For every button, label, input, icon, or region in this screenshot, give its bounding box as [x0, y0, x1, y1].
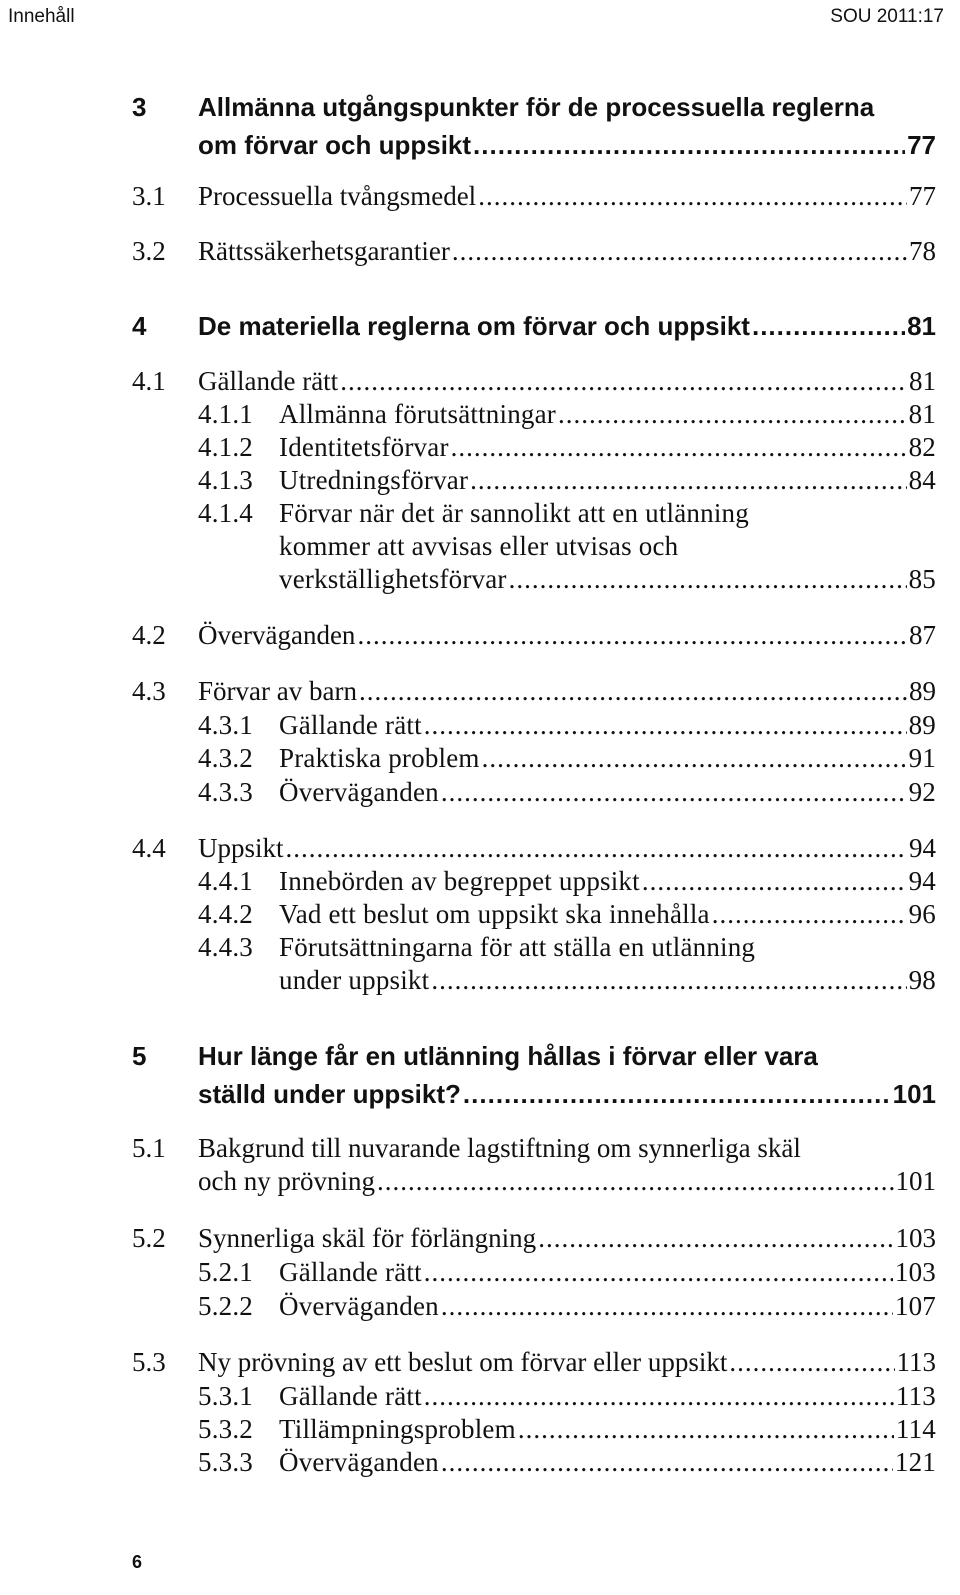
dot-leader [729, 1346, 894, 1379]
dot-leader [359, 675, 907, 708]
dot-leader [441, 776, 907, 809]
toc-entry-title: Gällande rätt [279, 710, 422, 740]
toc-entry-title: Ny prövning av ett beslut om förvar eller uppsikt [198, 1347, 728, 1377]
toc-entry-number: 4.1.2 [198, 432, 253, 462]
toc-entry-page: 81 [909, 366, 936, 396]
toc-entry-title: verkställighetsförvar [279, 564, 507, 594]
toc-entry-title: Gällande rätt [198, 366, 339, 396]
toc-entry-title: ställd under uppsikt? [198, 1079, 461, 1109]
dot-leader [340, 365, 907, 398]
running-header-left: Innehåll [8, 6, 75, 27]
dot-leader [482, 742, 907, 775]
toc-entry-page: 94 [909, 833, 936, 863]
toc-entry-number: 4.1.3 [198, 465, 253, 495]
toc-entry-title: De materiella reglerna om förvar och uppsikt [198, 311, 750, 341]
dot-leader [431, 964, 906, 997]
toc-entry-title: kommer att avvisas eller utvisas och [279, 531, 679, 561]
dot-leader [441, 1290, 893, 1323]
toc-entry-page: 78 [909, 236, 936, 266]
toc-entry-number: 5.2 [132, 1223, 166, 1253]
dot-leader [463, 1075, 891, 1113]
toc-entry-page: 92 [908, 777, 936, 807]
dot-leader [441, 1446, 893, 1479]
toc-entry-number: 5.1 [132, 1133, 166, 1163]
toc-entry-page: 107 [894, 1291, 936, 1321]
dot-leader [452, 235, 907, 268]
toc-entry-number: 5.3 [132, 1347, 166, 1377]
toc-entry-title: Överväganden [279, 777, 439, 807]
toc-entry-title: Hur länge får en utlänning hållas i förvar eller vara [198, 1041, 818, 1071]
dot-leader [424, 1380, 894, 1413]
toc-entry-number: 5.2.1 [198, 1257, 253, 1287]
toc-entry-number: 4.3.3 [198, 777, 253, 807]
toc-entry-title: Gällande rätt [279, 1257, 422, 1287]
toc-entry-number: 5.3.2 [198, 1414, 253, 1444]
running-header-right: SOU 2011:17 [830, 6, 944, 27]
dot-leader [712, 898, 907, 931]
toc-entry-page: 113 [896, 1347, 936, 1377]
toc-entry-title: Rättssäkerhetsgarantier [198, 236, 450, 266]
toc-entry-title: Processuella tvångsmedel [198, 181, 477, 211]
toc-entry-page: 98 [908, 965, 936, 995]
toc-entry-number: 4.4.3 [198, 932, 253, 962]
toc-entry-number: 4.3.2 [198, 743, 253, 773]
toc-entry-page: 91 [908, 743, 936, 773]
dot-leader [424, 1256, 893, 1289]
toc-entry-number: 4 [132, 311, 147, 341]
toc-entry-title: Vad ett beslut om uppsikt ska innehålla [279, 899, 710, 929]
toc-entry-title: och ny prövning [198, 1166, 375, 1196]
dot-leader [509, 563, 907, 596]
toc-entry-number: 3 [132, 92, 147, 122]
toc-entry-title: Tillämpningsproblem [279, 1414, 516, 1444]
toc-entry-page: 77 [907, 130, 936, 160]
toc-entry-title: Identitetsförvar [279, 432, 449, 462]
dot-leader [377, 1165, 894, 1198]
toc-entry-number: 5.2.2 [198, 1291, 253, 1321]
toc-entry-page: 82 [908, 432, 936, 462]
toc-entry-page: 96 [908, 899, 936, 929]
toc-entry-title: Förvar av barn [198, 676, 357, 706]
toc-entry-title: Förutsättningarna för att ställa en utlänning [279, 932, 756, 962]
toc-entry-title: Uppsikt [198, 833, 284, 863]
toc-entry-title: Överväganden [279, 1291, 439, 1321]
toc-entry-title: Allmänna förutsättningar [279, 399, 556, 429]
dot-leader [451, 431, 907, 464]
toc-entry-page: 87 [909, 620, 936, 650]
toc-entry-number: 4.1.1 [198, 399, 253, 429]
toc-entry-number: 5.3.3 [198, 1447, 253, 1477]
toc-entry-number: 4.2 [132, 620, 166, 650]
toc-entry-title: Innebörden av begreppet uppsikt [279, 866, 640, 896]
toc-entry-number: 3.1 [132, 181, 166, 211]
toc-entry-number: 5.3.1 [198, 1381, 253, 1411]
toc-entry-title: Synnerliga skäl för förlängning [198, 1223, 537, 1253]
toc-entry-page: 85 [908, 564, 936, 594]
toc-entry-page: 113 [895, 1381, 936, 1411]
dot-leader [642, 865, 907, 898]
toc-entry-title: Utredningsförvar [279, 465, 469, 495]
toc-entry-page: 101 [892, 1079, 936, 1109]
toc-entry-number: 4.4.1 [198, 866, 253, 896]
toc-entry-page: 103 [894, 1257, 936, 1287]
toc-entry-title: Praktiska problem [279, 743, 480, 773]
dot-leader [538, 1222, 893, 1255]
dot-leader [357, 619, 907, 652]
toc-entry-title: Överväganden [198, 620, 356, 650]
toc-entry-page: 94 [908, 866, 936, 896]
toc-entry-title: Allmänna utgångspunkter för de processuella reglerna [198, 92, 875, 122]
toc-entry-page: 103 [895, 1223, 936, 1253]
toc-entry-page: 121 [894, 1447, 936, 1477]
toc-entry-page: 81 [908, 399, 936, 429]
toc-entry-title: Bakgrund till nuvarande lagstiftning om synnerliga skäl [198, 1133, 801, 1163]
toc-entry-page: 101 [895, 1166, 936, 1196]
toc-entry-page: 81 [907, 311, 936, 341]
dot-leader [558, 398, 907, 431]
dot-leader [518, 1413, 894, 1446]
dot-leader [286, 832, 907, 865]
dot-leader [478, 180, 907, 213]
toc-entry-number: 3.2 [132, 236, 166, 266]
toc-entry-page: 89 [908, 710, 936, 740]
toc-entry-number: 4.3.1 [198, 710, 253, 740]
toc-entry-number: 4.1.4 [198, 498, 253, 528]
toc-entry-page: 89 [909, 676, 936, 706]
toc-entry-title: Gällande rätt [279, 1381, 422, 1411]
toc-entry-title: Förvar när det är sannolikt att en utlänning [279, 498, 749, 528]
toc-entry-number: 4.3 [132, 676, 166, 706]
toc-entry-title: Överväganden [279, 1447, 439, 1477]
dot-leader [470, 464, 906, 497]
toc-entry-number: 4.4 [132, 833, 166, 863]
toc-entry-number: 4.1 [132, 366, 166, 396]
toc-entry-page: 77 [909, 181, 936, 211]
dot-leader [473, 126, 905, 164]
toc-entry-page: 84 [908, 465, 936, 495]
page-number: 6 [132, 1552, 143, 1572]
dot-leader [752, 307, 905, 345]
toc-entry-number: 5 [132, 1041, 147, 1071]
toc-entry-page: 114 [895, 1414, 936, 1444]
dot-leader [424, 709, 907, 742]
toc-entry-title: under uppsikt [279, 965, 430, 995]
toc-entry-title: om förvar och uppsikt [198, 130, 472, 160]
toc-entry-number: 4.4.2 [198, 899, 253, 929]
